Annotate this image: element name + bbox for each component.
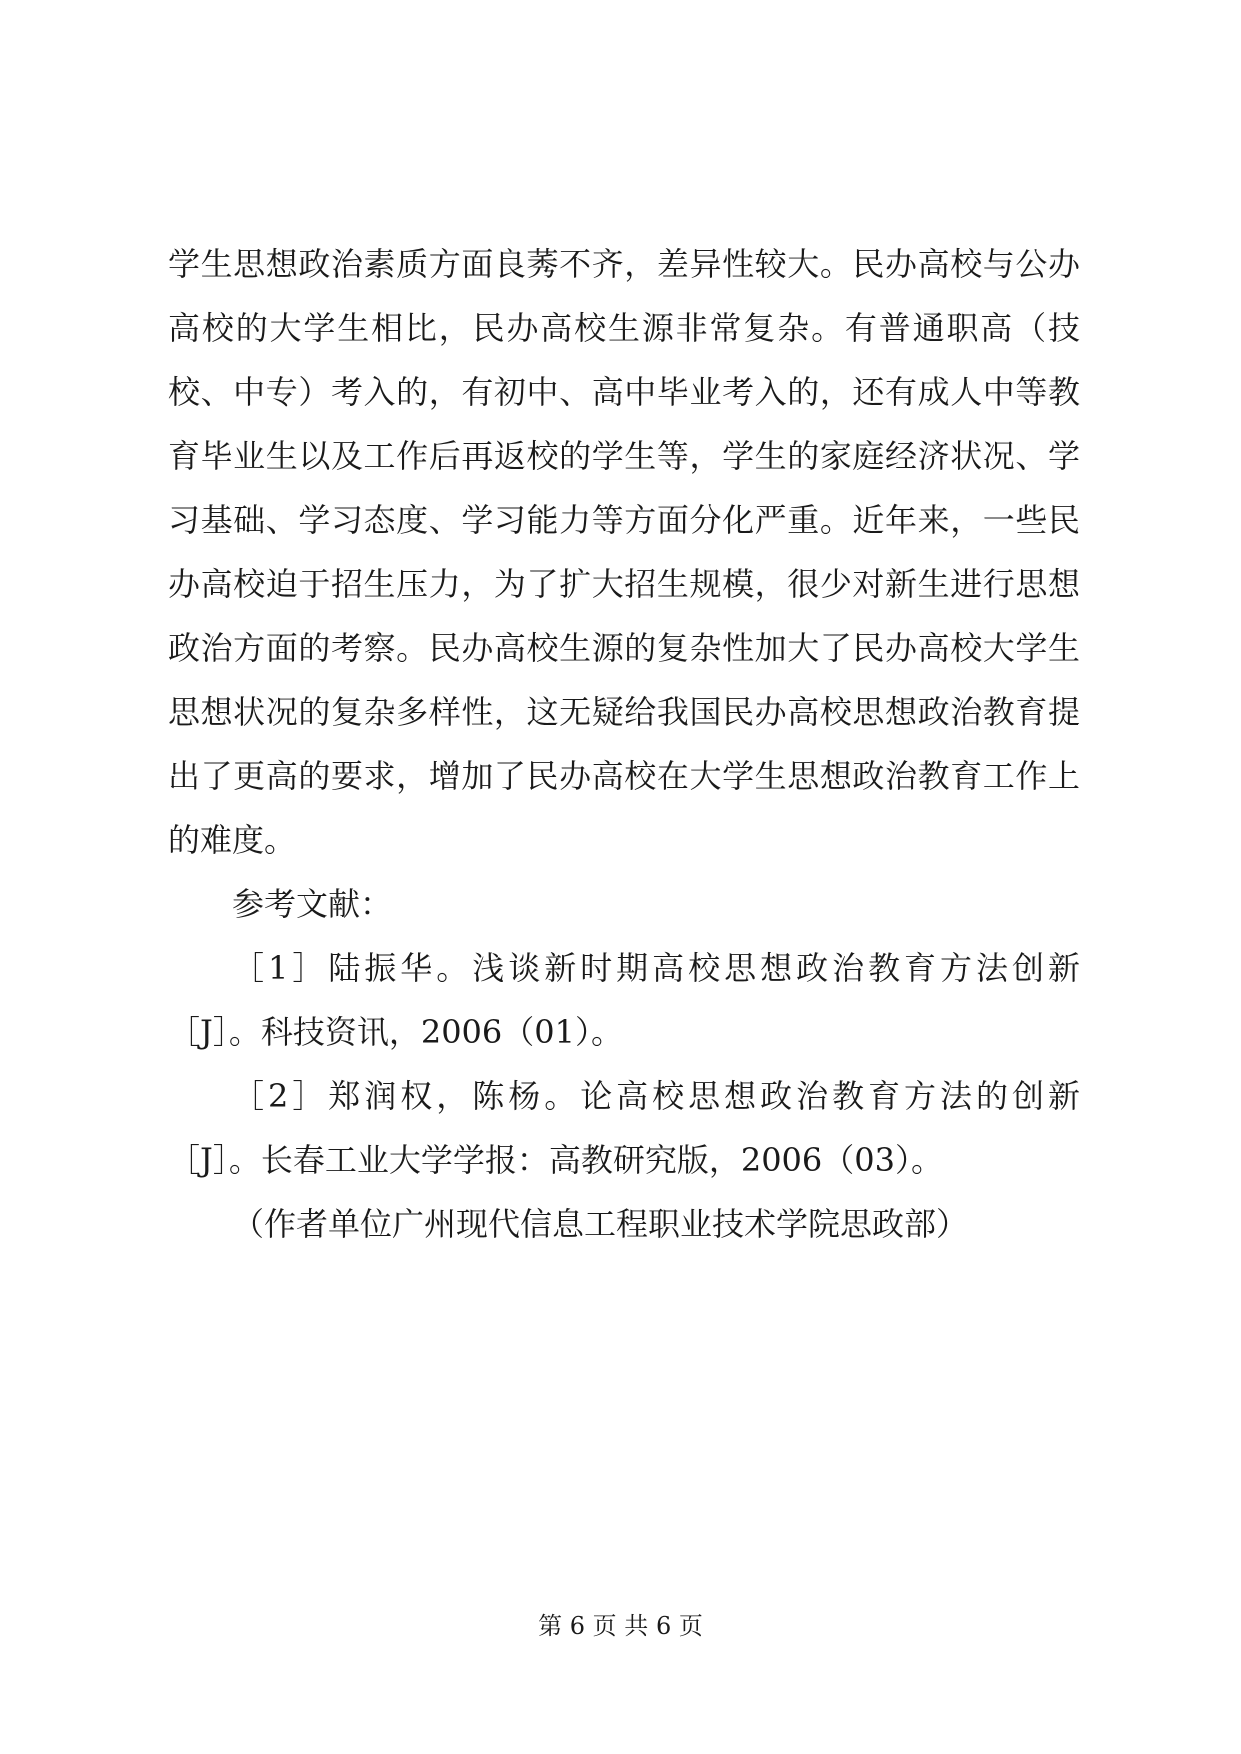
references-heading: 参考文献： [232,885,393,923]
page-number: 第 6 页 共 6 页 [538,1612,703,1640]
body-text [168,232,1080,1256]
author-unit: （作者单位广州现代信息工程职业技术学院思政部） [232,1205,969,1243]
page-footer [0,1610,1241,1642]
reference-item-2: ［2］郑润权，陈杨。论高校思想政治教育方法的创新［J］。长春工业大学学报：高教研究版，2006（03）。 [168,1077,1080,1179]
body-paragraph: 学生思想政治素质方面良莠不齐，差异性较大。民办高校与公办高校的大学生相比，民办高校生源非常复杂。有普通职高（技校、中专）考入的，有初中、高中毕业考入的，还有成人中等教育毕业生以及工作后再返校的学生等，学生的家庭经济状况、学习基础、学习态度、学习能力等方面分化严重。近年来，一些民办高校迫于招生压力，为了扩大招生规模，很少对新生进行思想政治方面的考察。民办高校生源的复杂性加大了民办高校大学生思想状况的复杂多样性，这无疑给我国民办高校思想政治教育提出了更高的要求，增加了民办高校在大学生思想政治教育工作上的难度。 [168,245,1080,859]
reference-item-1: ［1］陆振华。浅谈新时期高校思想政治教育方法创新［J］。科技资讯，2006（01）。 [168,949,1080,1051]
